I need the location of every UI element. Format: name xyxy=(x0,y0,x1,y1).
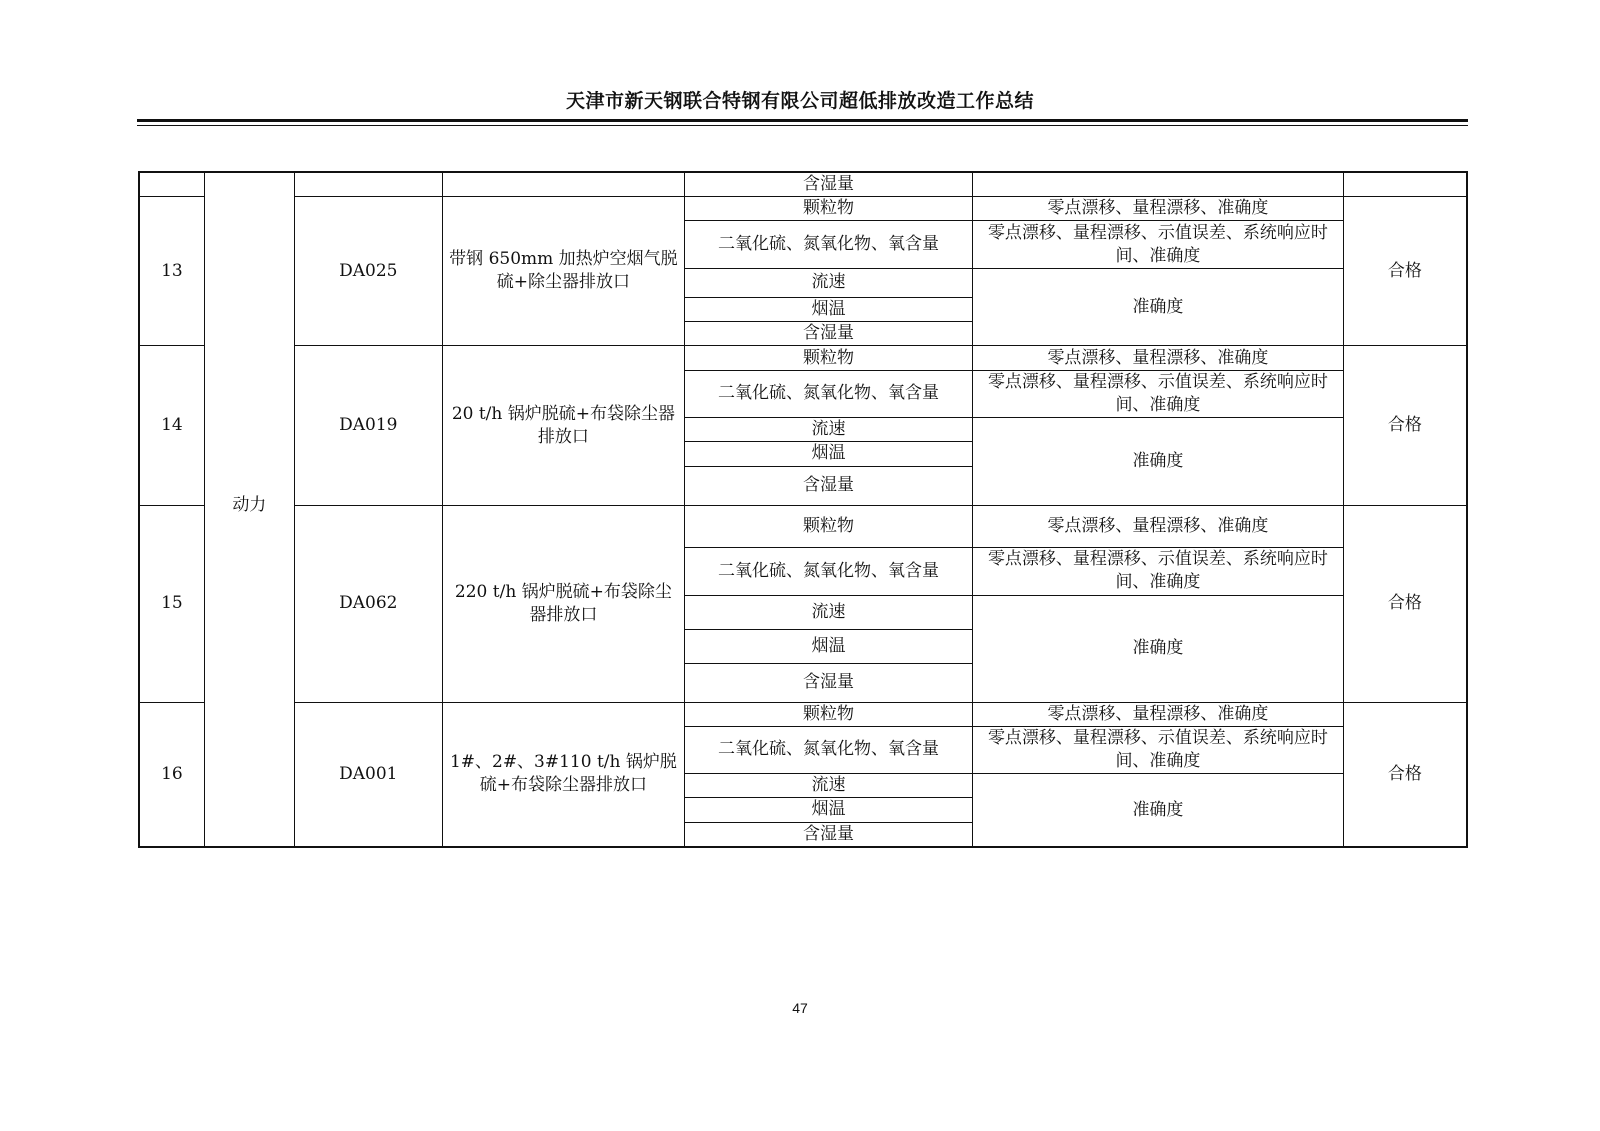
table-row xyxy=(139,346,1467,370)
no-cell: 16 xyxy=(139,702,204,847)
item-cell: 含湿量 xyxy=(684,664,972,702)
item-cell: 颗粒物 xyxy=(684,505,972,547)
check-cell: 准确度 xyxy=(973,774,1344,847)
item-cell: 颗粒物 xyxy=(684,702,972,726)
item-cell: 二氧化硫、氮氧化物、氧含量 xyxy=(684,548,972,595)
code-cell xyxy=(294,172,442,197)
code-cell: DA062 xyxy=(294,505,442,702)
code-cell: DA001 xyxy=(294,702,442,847)
no-cell: 15 xyxy=(139,505,204,702)
department-cell: 动力 xyxy=(204,172,294,847)
result-cell: 合格 xyxy=(1343,346,1467,505)
check-cell: 准确度 xyxy=(973,268,1344,346)
result-cell: 合格 xyxy=(1343,197,1467,346)
check-cell xyxy=(973,172,1344,197)
no-cell: 13 xyxy=(139,197,204,346)
page-title: 天津市新天钢联合特钢有限公司超低排放改造工作总结 xyxy=(565,90,1034,112)
check-cell: 零点漂移、量程漂移、示值误差、系统响应时间、准确度 xyxy=(973,370,1344,417)
item-cell: 含湿量 xyxy=(684,822,972,847)
check-cell: 零点漂移、量程漂移、准确度 xyxy=(973,197,1344,221)
item-cell: 二氧化硫、氮氧化物、氧含量 xyxy=(684,221,972,268)
table-row xyxy=(139,172,1467,197)
item-cell: 流速 xyxy=(684,774,972,798)
item-cell: 含湿量 xyxy=(684,172,972,197)
check-cell: 零点漂移、量程漂移、示值误差、系统响应时间、准确度 xyxy=(973,548,1344,595)
item-cell: 含湿量 xyxy=(684,322,972,346)
item-cell: 颗粒物 xyxy=(684,197,972,221)
table-row xyxy=(139,702,1467,726)
page-number: 47 xyxy=(792,1000,808,1016)
location-cell: 1#、2#、3#110 t/h 锅炉脱硫+布袋除尘器排放口 xyxy=(442,702,684,847)
item-cell: 流速 xyxy=(684,268,972,297)
check-cell: 零点漂移、量程漂移、准确度 xyxy=(973,505,1344,547)
check-cell: 零点漂移、量程漂移、准确度 xyxy=(973,346,1344,370)
item-cell: 流速 xyxy=(684,418,972,442)
check-cell: 零点漂移、量程漂移、示值误差、系统响应时间、准确度 xyxy=(973,726,1344,773)
item-cell: 二氧化硫、氮氧化物、氧含量 xyxy=(684,726,972,773)
result-cell xyxy=(1343,172,1467,197)
item-cell: 颗粒物 xyxy=(684,346,972,370)
result-cell: 合格 xyxy=(1343,505,1467,702)
location-cell: 带钢 650mm 加热炉空烟气脱硫+除尘器排放口 xyxy=(442,197,684,346)
header-rule-thick xyxy=(137,119,1468,122)
check-cell: 零点漂移、量程漂移、示值误差、系统响应时间、准确度 xyxy=(973,221,1344,268)
item-cell: 烟温 xyxy=(684,298,972,322)
item-cell: 烟温 xyxy=(684,798,972,822)
header-rule-thin xyxy=(137,125,1468,126)
check-cell: 准确度 xyxy=(973,595,1344,702)
item-cell: 烟温 xyxy=(684,442,972,466)
check-cell: 准确度 xyxy=(973,418,1344,506)
item-cell: 含湿量 xyxy=(684,466,972,505)
code-cell: DA025 xyxy=(294,197,442,346)
item-cell: 二氧化硫、氮氧化物、氧含量 xyxy=(684,370,972,417)
no-cell xyxy=(139,172,204,197)
item-cell: 流速 xyxy=(684,595,972,629)
item-cell: 烟温 xyxy=(684,629,972,663)
location-cell: 220 t/h 锅炉脱硫+布袋除尘器排放口 xyxy=(442,505,684,702)
location-cell xyxy=(442,172,684,197)
result-cell: 合格 xyxy=(1343,702,1467,847)
no-cell: 14 xyxy=(139,346,204,505)
table-row xyxy=(139,197,1467,221)
table-row xyxy=(139,505,1467,547)
code-cell: DA019 xyxy=(294,346,442,505)
location-cell: 20 t/h 锅炉脱硫+布袋除尘器排放口 xyxy=(442,346,684,505)
monitoring-table xyxy=(138,171,1468,848)
check-cell: 零点漂移、量程漂移、准确度 xyxy=(973,702,1344,726)
